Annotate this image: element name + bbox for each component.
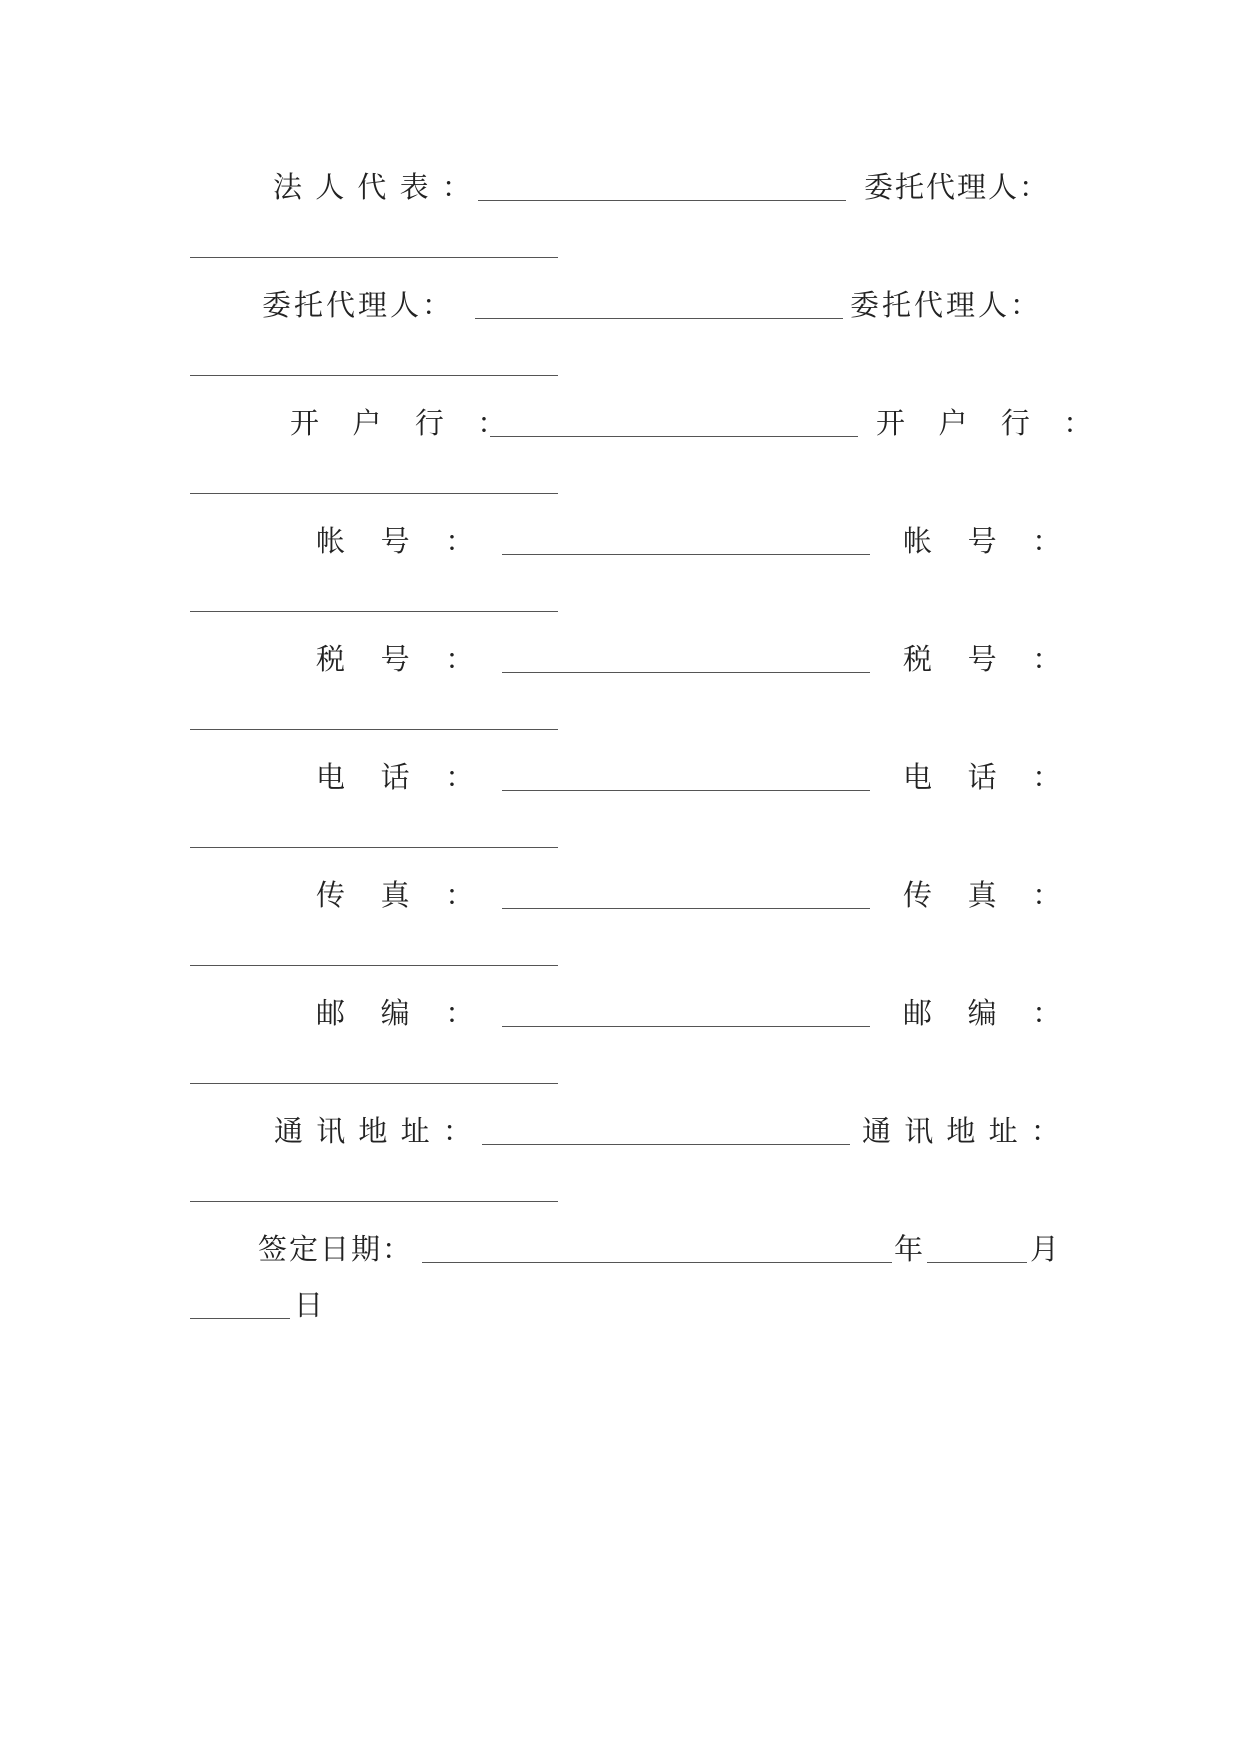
right-blank-address[interactable] [190, 1201, 558, 1202]
left-blank-address[interactable] [482, 1144, 850, 1145]
right-blank-agent[interactable] [190, 375, 558, 376]
right-blank-fax[interactable] [190, 965, 558, 966]
right-blank-legal-rep[interactable] [190, 257, 558, 258]
right-label-tax-id: 税 号 ： [903, 642, 1064, 676]
left-blank-phone[interactable] [502, 790, 870, 791]
right-label-bank: 开 户 行 ： [876, 406, 1098, 440]
sign-date-day-label: 日 [294, 1288, 324, 1322]
field-row-fax [0, 870, 1241, 920]
sign-date-month-blank[interactable] [927, 1262, 1027, 1263]
right-blank-bank[interactable] [190, 493, 558, 494]
left-blank-legal-rep[interactable] [478, 200, 846, 201]
right-label-address: 通 讯 地 址 ： [862, 1114, 1062, 1148]
right-label-legal-rep: 委托代理人： [864, 170, 1051, 204]
right-label-agent: 委托代理人： [850, 288, 1043, 322]
field-row-tax-id [0, 634, 1241, 684]
field-row-agent [0, 280, 1241, 330]
left-label-phone: 电 话 ： [316, 760, 477, 794]
left-label-tax-id: 税 号 ： [316, 642, 477, 676]
field-row-account [0, 516, 1241, 566]
left-blank-agent[interactable] [475, 318, 843, 319]
left-label-postcode: 邮 编 ： [316, 996, 477, 1030]
right-blank-postcode[interactable] [190, 1083, 558, 1084]
right-label-account: 帐 号 ： [903, 524, 1064, 558]
left-blank-account[interactable] [502, 554, 870, 555]
right-label-phone: 电 话 ： [903, 760, 1064, 794]
left-label-fax: 传 真 ： [316, 878, 477, 912]
left-blank-tax-id[interactable] [502, 672, 870, 673]
field-row-legal-rep [0, 162, 1241, 212]
sign-date-year-blank[interactable] [422, 1262, 892, 1263]
left-label-bank: 开 户 行 ： [290, 406, 512, 440]
left-label-account: 帐 号 ： [316, 524, 477, 558]
left-label-legal-rep: 法 人 代 表 ： [273, 170, 473, 204]
sign-date-row [0, 1224, 1241, 1274]
sign-date-day-row [0, 1280, 1241, 1330]
field-row-address [0, 1106, 1241, 1156]
right-blank-tax-id[interactable] [190, 729, 558, 730]
sign-date-year-label: 年 [894, 1232, 924, 1266]
left-label-address: 通 讯 地 址 ： [274, 1114, 474, 1148]
left-blank-bank[interactable] [490, 436, 858, 437]
right-label-fax: 传 真 ： [903, 878, 1064, 912]
left-label-agent: 委托代理人： [262, 288, 455, 322]
sign-date-month-label: 月 [1030, 1232, 1060, 1266]
field-row-bank [0, 398, 1241, 448]
left-blank-fax[interactable] [502, 908, 870, 909]
sign-date-day-blank[interactable] [190, 1318, 290, 1319]
right-blank-account[interactable] [190, 611, 558, 612]
right-label-postcode: 邮 编 ： [903, 996, 1064, 1030]
sign-date-label: 签定日期： [258, 1232, 414, 1266]
field-row-phone [0, 752, 1241, 802]
field-row-postcode [0, 988, 1241, 1038]
right-blank-phone[interactable] [190, 847, 558, 848]
left-blank-postcode[interactable] [502, 1026, 870, 1027]
